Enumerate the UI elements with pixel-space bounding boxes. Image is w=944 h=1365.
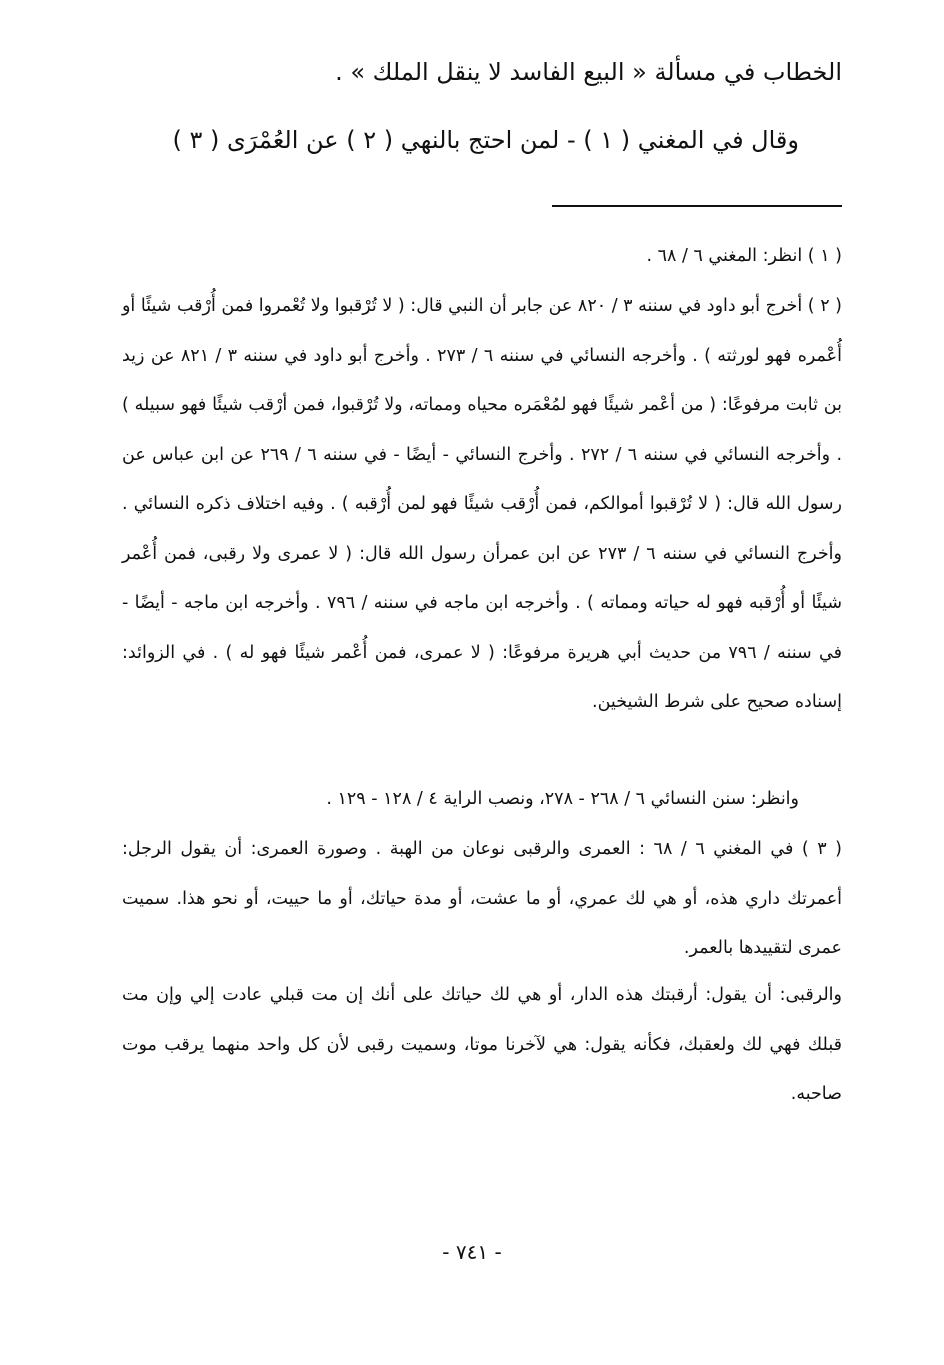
footnote-3: ( ٣ ) في المغني ٦ / ٦٨ : العمرى والرقبى نوعان من الهبة . وصورة العمرى: أن يقول الرجل: أعمرتك داري هذه، أو هي لك عمري، أو ما عشت، أو مدة حياتك، أو ما حييت، أو نحو هذا. سميت عمرى لتقييدها بالعمر. — [122, 839, 842, 958]
footnote-1: ( ١ ) انظر: المغني ٦ / ٦٨ . — [646, 246, 842, 266]
body-text-line-2: وقال في المغني ( ١ ) - لمن احتج بالنهي ( ٢ ) عن العُمْرَى ( ٣ ) — [172, 126, 799, 154]
footnote-2-references: وانظر: سنن النسائي ٦ / ٢٦٨ - ٢٧٨، ونصب الراية ٤ / ١٢٨ - ١٢٩ . — [326, 789, 799, 809]
page-number: - ٧٤١ - — [442, 1240, 502, 1264]
footnote-2: ( ٢ ) أخرج أبو داود في سننه ٣ / ٨٢٠ عن جابر أن النبي قال: ( لا تُرْقبوا ولا تُعْمروا فمن أُرْقب شيئًا أو أُعْمره فهو لورثته ) . وأخرجه النسائي في سننه ٦ / ٢٧٣ . وأخرج أبو داود في سننه ٣ / ٨٢١ عن زيد بن ثابت مرفوعًا: ( من أعْمر شيئًا فهو لمُعْمَره محياه ومماته، ولا تُرْقبوا، فمن أرْقب شيئًا فهو سبيله ) . وأخرجه النسائي في سننه ٦ / ٢٧٢ . وأخرج النسائي - أيضًا - في سننه ٦ / ٢٦٩ عن ابن عباس عن رسول الله قال: ( لا تُرْقبوا أموالكم، فمن أُرْقب شيئًا فهو لمن أُرْقبه ) . وفيه اختلاف ذكره النسائي . وأخرج النسائي في سننه ٦ / ٢٧٣ عن ابن عمرأن رسول الله قال: ( لا عمرى ولا رقبى، فمن أُعْمر شيئًا أو أُرْقبه فهو له حياته ومماته ) . وأخرجه ابن ماجه في سننه / ٧٩٦ . وأخرجه ابن ماجه - أيضًا - في سننه / ٧٩٦ من حديث أبي هريرة مرفوعًا: ( لا عمرى، فمن أُعْمر شيئًا فهو له ) . في الزوائد: إسناده صحيح على شرط الشيخين. — [121, 296, 843, 712]
body-text-line-1: الخطاب في مسألة « البيع الفاسد لا ينقل الملك » . — [335, 58, 842, 86]
footnote-separator — [552, 205, 842, 207]
footnote-3-continued: والرقبى: أن يقول: أرقبتك هذه الدار، أو هي لك حياتك على أنك إن مت قبلي عادت إلي وإن مت قبلك فهي لك ولعقبك، فكأنه يقول: هي لآخرنا موتا، وسميت رقبى لأن كل واحد منهما يرقب موت صاحبه. — [122, 985, 842, 1104]
